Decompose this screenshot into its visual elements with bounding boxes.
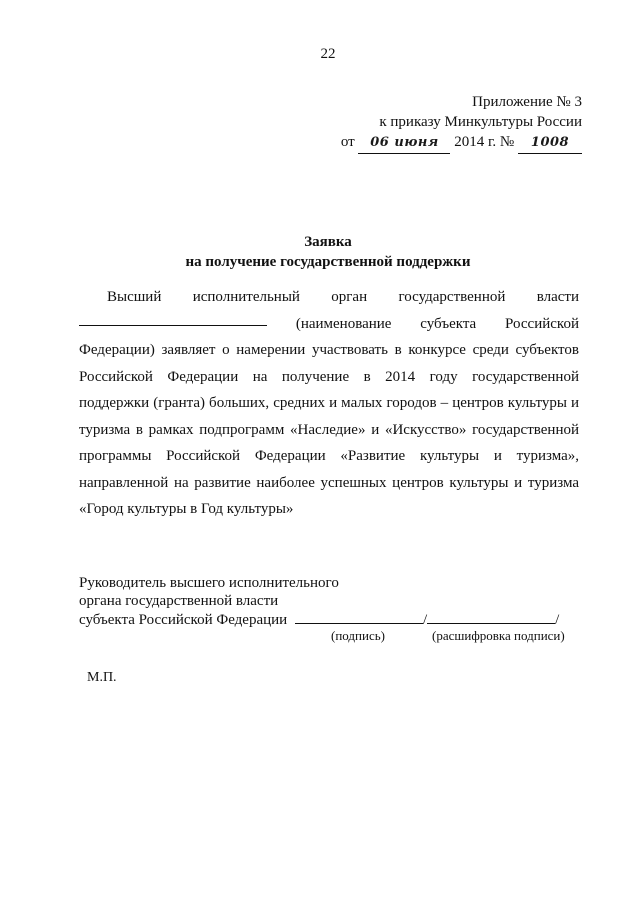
body-row-3: Федерации) заявляет о намерении участвовать в конкурсе среди субъектов	[79, 342, 579, 358]
appendix-order-ref: к приказу Минкультуры России	[379, 114, 582, 130]
appendix-block	[341, 92, 582, 154]
body-word: государственной	[398, 289, 506, 305]
body-row-4: Российской Федерации на получение в 2014 году государственной	[79, 368, 579, 385]
signature-line-1: Руководитель высшего исполнительного	[79, 575, 339, 591]
body-word: субъекта	[420, 315, 477, 332]
body-row-1	[79, 284, 579, 311]
signature-line-2: органа государственной власти	[79, 593, 279, 609]
stamp-place-label: М.П.	[87, 670, 117, 685]
body-word: Российской	[505, 315, 579, 332]
title-line-2: на получение государственной поддержки	[185, 254, 471, 270]
signature-line-3	[79, 610, 559, 629]
body-row-9: «Город культуры в Год культуры»	[79, 501, 294, 517]
body-word: Высший	[107, 289, 162, 305]
handwritten-date: 06 июня	[358, 133, 450, 154]
body-row-5: поддержки (гранта) больших, средних и малых городов – центров культуры и	[79, 395, 579, 411]
body-word: исполнительный	[192, 289, 300, 305]
signature-decode-blank[interactable]	[427, 610, 555, 624]
appendix-from-prefix: от	[340, 134, 355, 150]
caption-signature-decode: (расшифровка подписи)	[432, 628, 565, 643]
signature-separator-slash: /	[422, 612, 428, 628]
appendix-title: Приложение № 3	[472, 94, 582, 110]
document-title	[0, 232, 640, 272]
signature-line-3-label: субъекта Российской Федерации	[79, 612, 288, 628]
handwritten-order-number: 1008	[518, 133, 582, 154]
signature-blank[interactable]	[295, 610, 423, 624]
page-number: 22	[320, 46, 336, 62]
application-body	[79, 284, 579, 523]
body-row-7: программы Российской Федерации «Развитие культуры и туризма»,	[79, 448, 579, 464]
body-row-6: туризма в рамках подпрограмм «Наследие» и «Искусство» государственной	[79, 421, 579, 438]
signature-end-slash: /	[555, 612, 560, 628]
signature-block	[79, 574, 559, 629]
body-word: (наименование	[295, 315, 392, 332]
title-line-1: Заявка	[304, 234, 352, 250]
appendix-year-number-label: 2014 г. №	[454, 134, 515, 150]
subject-name-blank[interactable]	[79, 311, 267, 326]
caption-signature: (подпись)	[331, 628, 385, 643]
body-row-8: направленной на развитие наиболее успешных центров культуры и туризма	[79, 474, 579, 491]
body-word: орган	[331, 289, 368, 305]
body-row-2	[79, 311, 579, 338]
body-word: власти	[536, 289, 579, 305]
appendix-date-line	[341, 132, 582, 154]
